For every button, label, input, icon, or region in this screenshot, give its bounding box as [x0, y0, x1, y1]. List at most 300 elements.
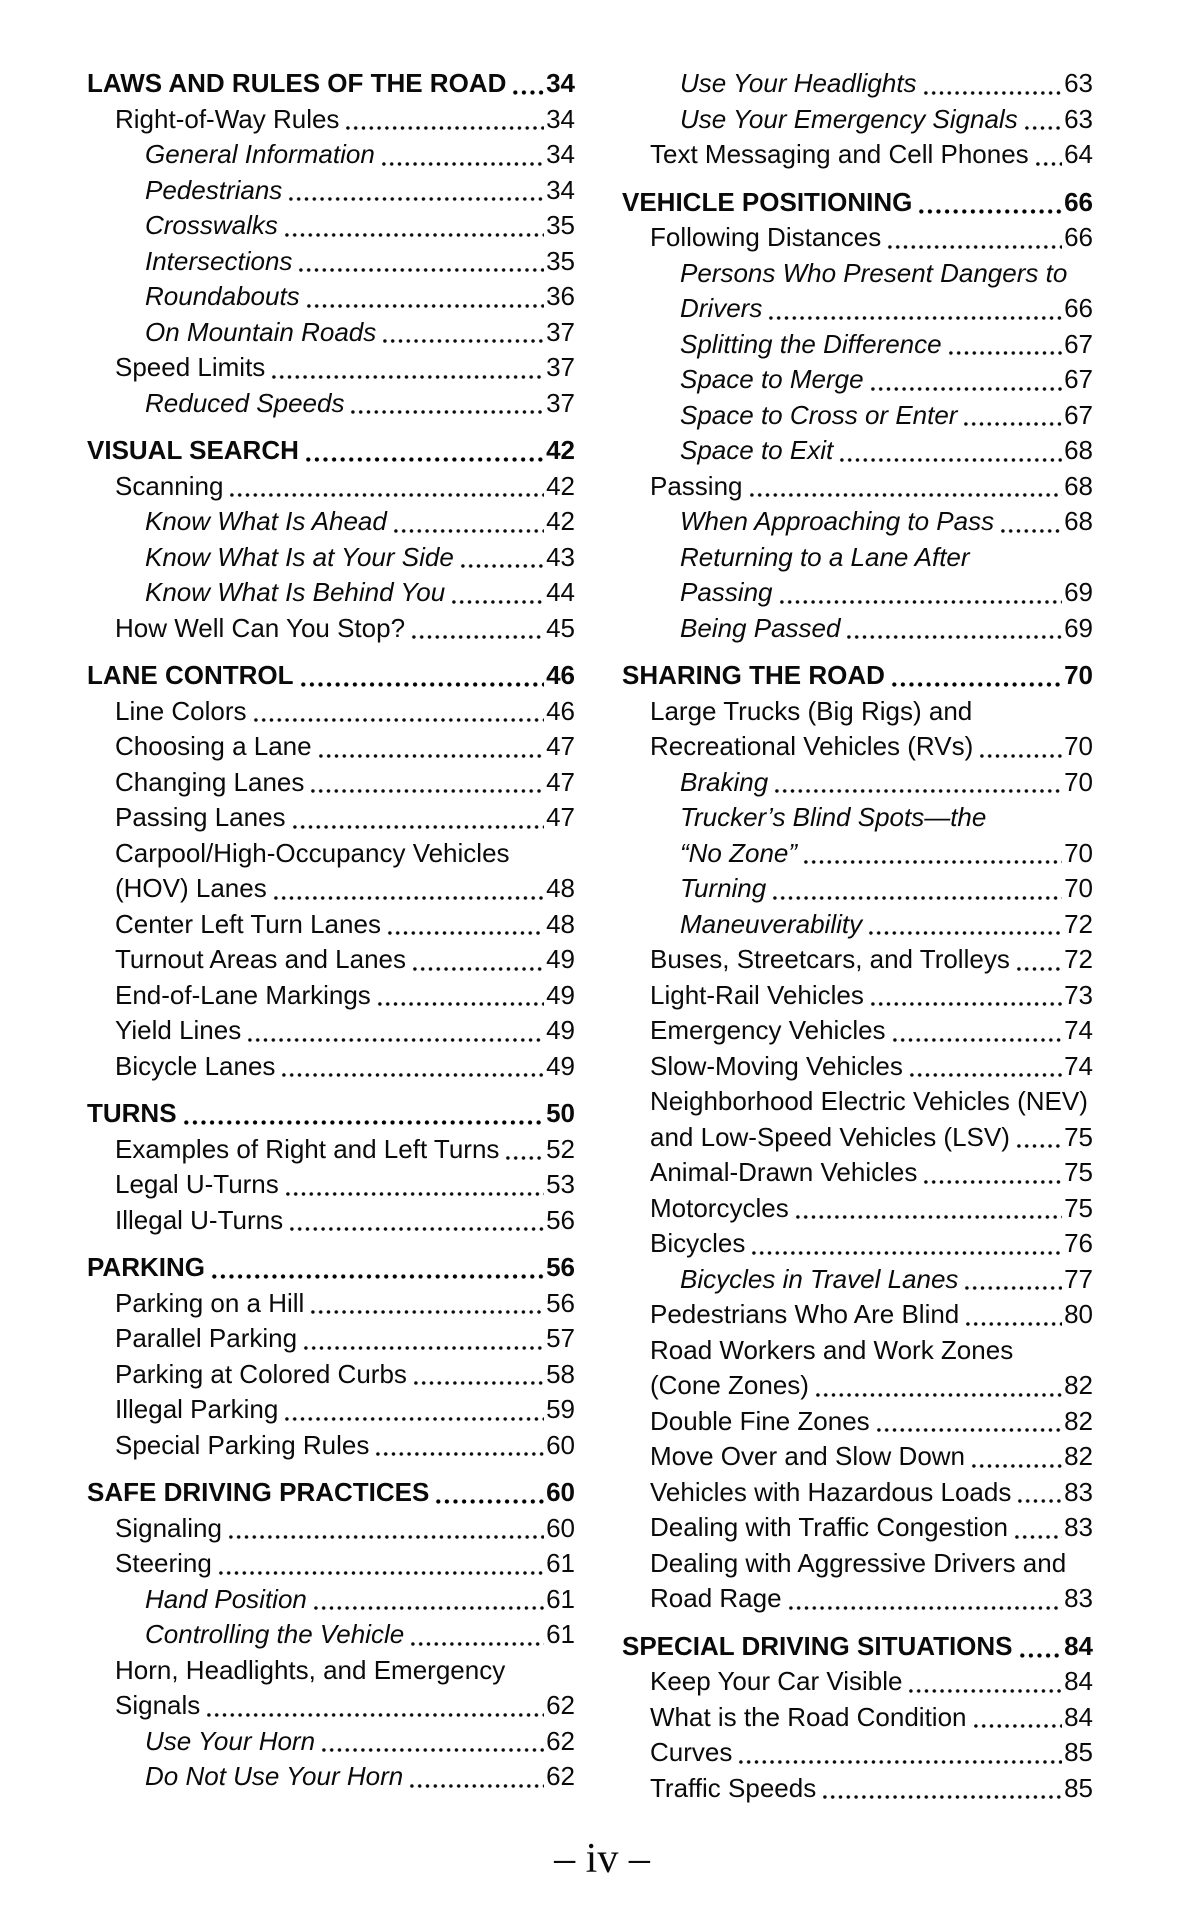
- toc-entry: [87, 1132, 575, 1168]
- page-number: 70: [1064, 873, 1093, 903]
- page-number: 44: [546, 577, 575, 607]
- toc-entry-label: Keep Your Car Visible: [650, 1666, 903, 1696]
- toc-entry-label: Bicycles in Travel Lanes: [680, 1263, 959, 1294]
- page-number: 62: [546, 1761, 575, 1791]
- toc-entry-label: Changing Lanes: [115, 766, 305, 797]
- page-number: 35: [546, 210, 575, 240]
- toc-entry-label: Know What Is Ahead: [145, 506, 387, 536]
- toc-entry-line: [680, 836, 1093, 872]
- toc-entry-label: Space to Cross or Enter: [680, 399, 958, 430]
- toc-entry: [87, 1511, 575, 1547]
- toc-entry: [87, 1617, 575, 1653]
- toc-entry: [87, 1049, 575, 1085]
- toc-entry-label: LAWS AND RULES OF THE ROAD: [87, 68, 507, 98]
- page-number: 34: [546, 139, 575, 169]
- toc-entry-line: [115, 1286, 575, 1322]
- toc-entry-line: [87, 433, 575, 469]
- toc-entry-label: Illegal U-Turns: [115, 1204, 284, 1235]
- dotted-leader: [968, 1439, 1062, 1475]
- page-number: 49: [546, 979, 575, 1010]
- page-number: 36: [546, 281, 575, 311]
- dotted-leader: [307, 765, 544, 801]
- dotted-leader: [448, 575, 544, 611]
- toc-entry-line: [680, 575, 1093, 611]
- toc-entry: [87, 658, 575, 694]
- toc-entry-line: [680, 291, 1093, 327]
- dotted-leader: [976, 729, 1062, 765]
- toc-entry: [622, 102, 1093, 138]
- toc-entry-line: [145, 504, 575, 540]
- dotted-leader: [836, 433, 1062, 469]
- toc-entry-line: [87, 1096, 575, 1132]
- toc-entry-line: [650, 1226, 1093, 1262]
- page-number: 58: [546, 1358, 575, 1389]
- toc-entry: [87, 978, 575, 1014]
- toc-entry-label: Steering: [115, 1548, 212, 1578]
- page-number: 72: [1064, 944, 1093, 974]
- toc-entry-line: [680, 611, 1093, 647]
- toc-entry-label: Returning to a Lane After: [680, 541, 970, 572]
- toc-entry-line: [650, 729, 1093, 765]
- dotted-leader: [769, 871, 1062, 907]
- toc-entry-label: Vehicles with Hazardous Loads: [650, 1476, 1012, 1507]
- toc-entry-label: Know What Is at Your Side: [145, 541, 454, 572]
- dotted-leader: [1032, 137, 1062, 173]
- dotted-leader: [289, 800, 545, 836]
- toc-entry-label: Use Your Emergency Signals: [680, 103, 1018, 134]
- page-number: 70: [1064, 660, 1093, 690]
- page-number: 48: [546, 908, 575, 939]
- dotted-leader: [303, 279, 544, 315]
- toc-entry-line: [145, 279, 575, 315]
- page-number: 60: [546, 1429, 575, 1460]
- toc-entry-line: [650, 220, 1093, 256]
- toc-entry-label: Pedestrians Who Are Blind: [650, 1299, 960, 1329]
- toc-entry-label: Neighborhood Electric Vehicles (NEV): [650, 1086, 1088, 1116]
- page-number: 82: [1064, 1370, 1093, 1400]
- toc-entry-label: Following Distances: [650, 222, 882, 252]
- toc-entry: [87, 1013, 575, 1049]
- toc-entry: [87, 1475, 575, 1511]
- toc-entry-line: [87, 66, 575, 102]
- toc-entry-line: [87, 1250, 575, 1286]
- toc-entry: [622, 611, 1093, 647]
- toc-entry-line: [680, 765, 1093, 801]
- toc-entry: [622, 871, 1093, 907]
- toc-entry-label: Hand Position: [145, 1583, 307, 1614]
- toc-entry: [622, 1226, 1093, 1262]
- toc-entry: [622, 398, 1093, 434]
- page-number: 75: [1064, 1192, 1093, 1223]
- toc-entry-label: and Low-Speed Vehicles (LSV): [650, 1121, 1010, 1152]
- toc-entry: [622, 185, 1093, 221]
- page-number: 70: [1064, 837, 1093, 868]
- dotted-leader: [410, 1357, 544, 1393]
- page-number: 73: [1064, 979, 1093, 1010]
- page-number: 85: [1064, 1737, 1093, 1767]
- page-number: 48: [546, 873, 575, 903]
- toc-entry-line: [115, 1203, 575, 1239]
- dotted-leader: [300, 1321, 544, 1357]
- toc-entry-line: [145, 575, 575, 611]
- toc-entry: [622, 504, 1093, 540]
- page-number: 56: [546, 1287, 575, 1318]
- toc-entry-continuation: [115, 836, 575, 872]
- toc-entry-label: Recreational Vehicles (RVs): [650, 731, 974, 761]
- toc-entry: [622, 1546, 1093, 1617]
- toc-entry-label: Signaling: [115, 1512, 222, 1543]
- toc-entry-label: Passing Lanes: [115, 802, 286, 832]
- dotted-leader: [843, 611, 1062, 647]
- page-number: 49: [546, 1050, 575, 1081]
- toc-entry-line: [145, 1582, 575, 1618]
- toc-entry: [622, 1629, 1093, 1665]
- page-number: 84: [1064, 1701, 1093, 1732]
- toc-entry: [622, 540, 1093, 611]
- toc-entry: [87, 1203, 575, 1239]
- page-number: 68: [1064, 435, 1093, 465]
- toc-entry-label: Roundabouts: [145, 281, 300, 311]
- toc-entry-label: Illegal Parking: [115, 1394, 279, 1424]
- toc-entry: [622, 1439, 1093, 1475]
- dotted-leader: [962, 1297, 1062, 1333]
- toc-entry: [622, 137, 1093, 173]
- toc-entry-line: [650, 1013, 1093, 1049]
- page-number: 61: [546, 1548, 575, 1578]
- toc-entry-label: Large Trucks (Big Rigs) and: [650, 695, 973, 726]
- dotted-leader: [1014, 1475, 1062, 1511]
- dotted-leader: [1016, 1629, 1063, 1665]
- toc-entry: [622, 1735, 1093, 1771]
- page-number: 75: [1064, 1157, 1093, 1187]
- dotted-leader: [215, 1546, 544, 1582]
- toc-entry-line: [650, 1120, 1093, 1156]
- toc-entry-label: Turning: [680, 873, 767, 903]
- toc-entry: [622, 66, 1093, 102]
- toc-entry-line: [680, 504, 1093, 540]
- toc-entry: [87, 1321, 575, 1357]
- toc-entry-line: [115, 1321, 575, 1357]
- toc-entry-line: [650, 942, 1093, 978]
- toc-entry-line: [145, 386, 575, 422]
- toc-entry-line: [622, 185, 1093, 221]
- toc-entry-label: “No Zone”: [680, 837, 798, 868]
- dotted-leader: [390, 504, 544, 540]
- dotted-leader: [270, 871, 544, 907]
- toc-entry-label: Turnout Areas and Lanes: [115, 944, 407, 974]
- page-number: 60: [546, 1477, 575, 1507]
- dotted-leader: [180, 1096, 545, 1132]
- dotted-leader: [920, 66, 1063, 102]
- page-number: 70: [1064, 731, 1093, 761]
- toc-entry-label: Emergency Vehicles: [650, 1015, 886, 1045]
- toc-entry-line: [650, 469, 1093, 505]
- dotted-leader: [432, 1475, 544, 1511]
- page-number: 67: [1064, 328, 1093, 359]
- toc-entry-line: [115, 729, 575, 765]
- toc-columns: [87, 66, 1093, 1806]
- page-number: 42: [546, 470, 575, 501]
- toc-entry-label: Center Left Turn Lanes: [115, 908, 381, 939]
- toc-entry: [87, 765, 575, 801]
- page-number: 49: [546, 944, 575, 974]
- toc-entry: [622, 433, 1093, 469]
- toc-entry-line: [115, 694, 575, 730]
- page-number: 61: [546, 1583, 575, 1614]
- toc-entry: [87, 433, 575, 469]
- dotted-leader: [960, 398, 1062, 434]
- toc-entry-label: VISUAL SEARCH: [87, 435, 299, 465]
- page-number: 83: [1064, 1476, 1093, 1507]
- toc-entry: [87, 1546, 575, 1582]
- page-number: 42: [546, 506, 575, 536]
- toc-entry-label: Yield Lines: [115, 1015, 242, 1045]
- page-number: 82: [1064, 1405, 1093, 1436]
- toc-entry: [87, 694, 575, 730]
- toc-entry-label: Use Your Horn: [145, 1725, 316, 1756]
- page-number: 50: [546, 1098, 575, 1128]
- page-number: 63: [1064, 103, 1093, 134]
- toc-entry: [87, 942, 575, 978]
- toc-entry: [622, 1191, 1093, 1227]
- toc-entry-label: Examples of Right and Left Turns: [115, 1133, 500, 1164]
- toc-entry-label: Choosing a Lane: [115, 731, 312, 761]
- dotted-leader: [302, 433, 544, 469]
- dotted-leader: [250, 694, 545, 730]
- page-number: 75: [1064, 1121, 1093, 1152]
- toc-entry: [622, 907, 1093, 943]
- page-number: 42: [546, 435, 575, 465]
- toc-entry-line: [622, 658, 1093, 694]
- toc-entry-line: [650, 978, 1093, 1014]
- dotted-leader: [374, 978, 544, 1014]
- dotted-leader: [1013, 1120, 1062, 1156]
- toc-entry: [622, 469, 1093, 505]
- toc-entry: [87, 315, 575, 351]
- toc-entry-label: Parking at Colored Curbs: [115, 1358, 407, 1389]
- toc-entry-label: How Well Can You Stop?: [115, 612, 406, 643]
- page-number: 61: [546, 1619, 575, 1649]
- toc-entry-continuation: [680, 800, 1093, 836]
- page-number: 64: [1064, 139, 1093, 169]
- dotted-leader: [1021, 102, 1062, 138]
- toc-entry-line: [680, 907, 1093, 943]
- toc-entry-line: [650, 1439, 1093, 1475]
- toc-entry: [622, 800, 1093, 871]
- page-number: 46: [546, 695, 575, 726]
- dotted-leader: [884, 220, 1062, 256]
- toc-entry: [87, 350, 575, 386]
- page-number: 57: [546, 1323, 575, 1353]
- toc-entry-label: Dealing with Aggressive Drivers and: [650, 1547, 1067, 1578]
- toc-entry: [87, 469, 575, 505]
- toc-entry: [87, 208, 575, 244]
- dotted-leader: [406, 1759, 544, 1795]
- toc-entry-label: SHARING THE ROAD: [622, 660, 885, 690]
- toc-entry-line: [680, 66, 1093, 102]
- toc-entry-label: PARKING: [87, 1252, 205, 1282]
- page-number: 34: [546, 103, 575, 134]
- page-number: 62: [546, 1725, 575, 1756]
- dotted-leader: [765, 291, 1062, 327]
- dotted-leader: [509, 66, 544, 102]
- toc-entry-label: Crosswalks: [145, 210, 278, 240]
- dotted-leader: [384, 907, 544, 943]
- dotted-leader: [776, 575, 1063, 611]
- page-number: 68: [1064, 470, 1093, 501]
- toc-entry-label: Legal U-Turns: [115, 1169, 279, 1199]
- toc-entry-line: [115, 978, 575, 1014]
- toc-entry-line: [650, 1700, 1093, 1736]
- dotted-leader: [771, 765, 1062, 801]
- toc-entry: [87, 836, 575, 907]
- toc-entry-label: LANE CONTROL: [87, 660, 294, 690]
- toc-entry-label: Light-Rail Vehicles: [650, 979, 864, 1010]
- dotted-leader: [906, 1049, 1062, 1085]
- toc-entry: [87, 800, 575, 836]
- toc-entry: [622, 1333, 1093, 1404]
- dotted-leader: [1011, 1510, 1062, 1546]
- page-number: 62: [546, 1690, 575, 1720]
- toc-entry-label: Use Your Headlights: [680, 68, 917, 98]
- toc-entry-line: [115, 1546, 575, 1582]
- page-number: 66: [1064, 186, 1093, 217]
- toc-entry: [622, 1155, 1093, 1191]
- page-number: 69: [1064, 577, 1093, 607]
- page-number: 84: [1064, 1666, 1093, 1696]
- dotted-leader: [318, 1724, 544, 1760]
- toc-entry-continuation: [650, 1546, 1093, 1582]
- dotted-leader: [285, 173, 544, 209]
- toc-entry-line: [145, 1617, 575, 1653]
- page-number: 74: [1064, 1050, 1093, 1081]
- toc-entry: [622, 1013, 1093, 1049]
- toc-entry-label: Bicycle Lanes: [115, 1050, 276, 1081]
- toc-entry-line: [650, 1404, 1093, 1440]
- dotted-leader: [347, 386, 544, 422]
- page-number: 56: [546, 1204, 575, 1235]
- toc-entry: [87, 1250, 575, 1286]
- toc-entry-line: [650, 1771, 1093, 1807]
- toc-entry-label: Signals: [115, 1690, 201, 1720]
- toc-entry: [622, 1771, 1093, 1807]
- toc-entry-line: [650, 1664, 1093, 1700]
- toc-entry-line: [115, 1428, 575, 1464]
- toc-entry-label: SAFE DRIVING PRACTICES: [87, 1477, 430, 1507]
- dotted-leader: [409, 942, 544, 978]
- toc-entry-label: Scanning: [115, 470, 224, 501]
- toc-entry: [87, 1724, 575, 1760]
- toc-entry-label: VEHICLE POSITIONING: [622, 186, 913, 217]
- dotted-leader: [278, 1049, 544, 1085]
- dotted-leader: [961, 1262, 1062, 1298]
- toc-entry-label: On Mountain Roads: [145, 316, 377, 347]
- dotted-leader: [226, 469, 544, 505]
- toc-entry-line: [115, 1357, 575, 1393]
- dotted-leader: [208, 1250, 544, 1286]
- toc-entry-line: [680, 362, 1093, 398]
- toc-entry-line: [145, 315, 575, 351]
- page-number: 74: [1064, 1015, 1093, 1045]
- toc-entry-line: [145, 208, 575, 244]
- dotted-leader: [905, 1664, 1062, 1700]
- toc-entry-line: [650, 1510, 1093, 1546]
- dotted-leader: [310, 1582, 544, 1618]
- toc-entry-line: [650, 1475, 1093, 1511]
- toc-entry-line: [650, 137, 1093, 173]
- toc-entry-continuation: [680, 540, 1093, 576]
- dotted-leader: [307, 1286, 544, 1322]
- toc-entry: [87, 102, 575, 138]
- page-number: 84: [1064, 1630, 1093, 1661]
- page-number: 67: [1064, 399, 1093, 430]
- toc-entry-label: Trucker’s Blind Spots—the: [680, 802, 987, 832]
- toc-entry-line: [680, 327, 1093, 363]
- page-number: 34: [546, 174, 575, 205]
- toc-entry-continuation: [650, 694, 1093, 730]
- toc-entry-line: [115, 1167, 575, 1203]
- page-number: 77: [1064, 1263, 1093, 1294]
- dotted-leader: [1013, 942, 1062, 978]
- page-number: 83: [1064, 1583, 1093, 1613]
- toc-entry-label: Do Not Use Your Horn: [145, 1761, 404, 1791]
- dotted-leader: [282, 1167, 544, 1203]
- toc-entry-label: Persons Who Present Dangers to: [680, 257, 1068, 288]
- toc-entry-line: [680, 102, 1093, 138]
- toc-entry-continuation: [650, 1084, 1093, 1120]
- page-number: 63: [1064, 68, 1093, 98]
- dotted-leader: [203, 1688, 544, 1724]
- page-number: 66: [1064, 293, 1093, 323]
- toc-entry: [622, 1262, 1093, 1298]
- dotted-leader: [281, 208, 544, 244]
- toc-entry-line: [115, 102, 575, 138]
- toc-entry-line: [145, 173, 575, 209]
- dotted-leader: [970, 1700, 1063, 1736]
- dotted-leader: [286, 1203, 544, 1239]
- toc-entry-line: [145, 1724, 575, 1760]
- toc-entry-label: Road Workers and Work Zones: [650, 1334, 1014, 1365]
- toc-entry-line: [650, 1049, 1093, 1085]
- toc-entry-label: When Approaching to Pass: [680, 506, 995, 536]
- dotted-leader: [800, 836, 1062, 872]
- toc-entry-label: Animal-Drawn Vehicles: [650, 1157, 918, 1187]
- dotted-leader: [295, 244, 544, 280]
- dotted-leader: [407, 1617, 544, 1653]
- toc-entry: [622, 942, 1093, 978]
- toc-entry: [87, 729, 575, 765]
- toc-entry-label: Splitting the Difference: [680, 328, 942, 359]
- toc-entry-label: Traffic Speeds: [650, 1772, 817, 1803]
- page-number: 52: [546, 1133, 575, 1164]
- toc-entry-line: [115, 800, 575, 836]
- toc-column-right: [622, 66, 1093, 1806]
- page-number: 37: [546, 352, 575, 382]
- toc-entry: [87, 1392, 575, 1428]
- toc-entry-line: [115, 1013, 575, 1049]
- dotted-leader: [378, 137, 544, 173]
- toc-entry-label: Dealing with Traffic Congestion: [650, 1512, 1008, 1542]
- dotted-leader: [867, 362, 1063, 398]
- toc-entry-line: [680, 871, 1093, 907]
- toc-entry: [87, 540, 575, 576]
- dotted-leader: [867, 978, 1062, 1014]
- page-number: 66: [1064, 222, 1093, 252]
- toc-entry-line: [115, 469, 575, 505]
- toc-entry: [87, 1096, 575, 1132]
- dotted-leader: [244, 1013, 544, 1049]
- toc-entry-label: Parking on a Hill: [115, 1287, 305, 1318]
